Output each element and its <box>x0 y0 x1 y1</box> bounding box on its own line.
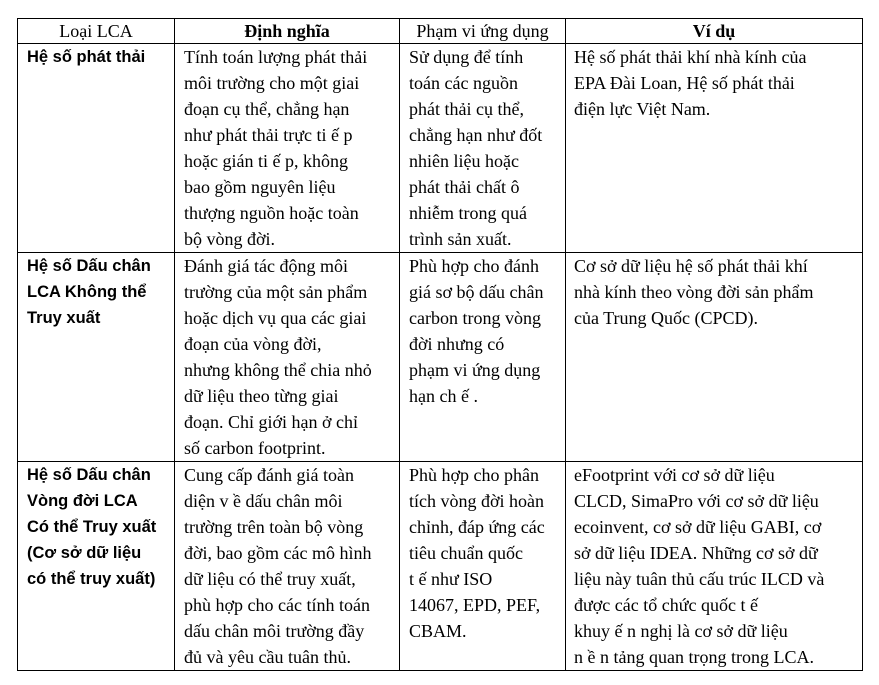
cell-text-line: n ề n tảng quan trọng trong LCA. <box>574 647 814 667</box>
cell-text-line: tiêu chuẩn quốc <box>409 543 523 563</box>
cell-scope <box>400 44 566 253</box>
cell-text-line: phù hợp cho các tính toán <box>184 595 370 615</box>
cell-text-line: phạm vi ứng dụng <box>409 360 541 380</box>
cell-text-line: CLCD, SimaPro với cơ sở dữ liệu <box>574 491 819 511</box>
cell-text-line: liệu này tuân thủ cấu trúc ILCD và <box>574 569 825 589</box>
cell-text-line: Phù hợp cho phân <box>409 465 540 485</box>
cell-text-line: eFootprint với cơ sở dữ liệu <box>574 465 775 485</box>
cell-text-line: bộ vòng đời. <box>184 229 276 249</box>
cell-scope <box>400 462 566 671</box>
cell-text-line: đủ và yêu cầu tuân thủ. <box>184 647 351 667</box>
cell-text-line: diện v ề dấu chân môi <box>184 491 343 511</box>
cell-text-line: đời nhưng có <box>409 334 505 354</box>
cell-text-line: Vòng đời LCA <box>27 492 138 510</box>
cell-definition <box>175 462 400 671</box>
header-scope: Phạm vi ứng dụng <box>400 19 566 44</box>
cell-text-line: như phát thải trực ti ế p <box>184 125 353 145</box>
cell-text-line: trường trên toàn bộ vòng <box>184 517 364 537</box>
cell-text-line: Truy xuất <box>27 309 101 327</box>
cell-text-line: phát thải cụ thể, <box>409 99 524 119</box>
cell-text-line: số carbon footprint. <box>184 438 326 458</box>
cell-text-line: nhà kính theo vòng đời sản phẩm <box>574 282 814 302</box>
cell-text-line: nhiễm trong quá <box>409 203 527 223</box>
cell-text-line: CBAM. <box>409 621 467 641</box>
header-lca-type: Loại LCA <box>18 19 175 44</box>
header-definition: Định nghĩa <box>175 19 400 44</box>
table-row <box>18 462 863 671</box>
cell-scope <box>400 253 566 462</box>
cell-text-line: dữ liệu theo từng giai <box>184 386 339 406</box>
cell-text-line: Cơ sở dữ liệu hệ số phát thải khí <box>574 256 808 276</box>
cell-text-line: Tính toán lượng phát thải <box>184 47 368 67</box>
cell-text-line: dữ liệu có thể truy xuất, <box>184 569 356 589</box>
cell-text-line: điện lực Việt Nam. <box>574 99 711 119</box>
cell-text-line: đoạn. Chỉ giới hạn ở chỉ <box>184 412 359 432</box>
cell-text-line: Đánh giá tác động môi <box>184 256 348 276</box>
cell-text-line: môi trường cho một giai <box>184 73 360 93</box>
cell-text-line: LCA Không thể <box>27 283 147 301</box>
cell-text-line: bao gồm nguyên liệu <box>184 177 336 197</box>
cell-text-line: toán các nguồn <box>409 73 518 93</box>
cell-text-line: phát thải chất ô <box>409 177 520 197</box>
cell-text-line: Phù hợp cho đánh <box>409 256 540 276</box>
cell-text-line: đời, bao gồm các mô hình <box>184 543 372 563</box>
cell-text-line: tích vòng đời hoàn <box>409 491 544 511</box>
cell-lca-type <box>18 462 175 671</box>
table-row <box>18 44 863 253</box>
cell-text-line: ecoinvent, cơ sở dữ liệu GABI, cơ <box>574 517 822 537</box>
cell-definition <box>175 44 400 253</box>
cell-text-line: Hệ số Dấu chân <box>27 466 151 484</box>
lca-comparison-table <box>17 18 863 671</box>
cell-text-line: khuy ế n nghị là cơ sở dữ liệu <box>574 621 788 641</box>
cell-text-line: Có thể Truy xuất <box>27 518 157 536</box>
cell-lca-type <box>18 44 175 253</box>
cell-text-line: Hệ số phát thải khí nhà kính của <box>574 47 807 67</box>
cell-text-line: nhiên liệu hoặc <box>409 151 519 171</box>
cell-lca-type <box>18 253 175 462</box>
cell-text-line: Hệ số Dấu chân <box>27 257 151 275</box>
cell-text-line: sở dữ liệu IDEA. Những cơ sở dữ <box>574 543 818 563</box>
cell-text-line: Sử dụng để tính <box>409 47 524 67</box>
cell-text-line: hoặc gián ti ế p, không <box>184 151 348 171</box>
cell-example <box>566 462 863 671</box>
header-row <box>18 19 863 44</box>
cell-text-line: hoặc dịch vụ qua các giai <box>184 308 367 328</box>
cell-text-line: t ế như ISO <box>409 569 493 589</box>
cell-text-line: đoạn cụ thể, chẳng hạn <box>184 99 350 119</box>
cell-text-line: hạn ch ế . <box>409 386 478 406</box>
cell-text-line: đoạn của vòng đời, <box>184 334 322 354</box>
cell-example <box>566 44 863 253</box>
cell-text-line: chẳng hạn như đốt <box>409 125 543 145</box>
cell-text-line: được các tổ chức quốc t ế <box>574 595 758 615</box>
cell-text-line: Hệ số phát thải <box>27 48 146 66</box>
table-row <box>18 253 863 462</box>
cell-text-line: thượng nguồn hoặc toàn <box>184 203 359 223</box>
cell-text-line: trình sản xuất. <box>409 229 512 249</box>
cell-text-line: giá sơ bộ dấu chân <box>409 282 544 302</box>
cell-text-line: EPA Đài Loan, Hệ số phát thải <box>574 73 795 93</box>
cell-text-line: chỉnh, đáp ứng các <box>409 517 545 537</box>
cell-definition <box>175 253 400 462</box>
cell-text-line: Cung cấp đánh giá toàn <box>184 465 354 485</box>
cell-example <box>566 253 863 462</box>
cell-text-line: trường của một sản phẩm <box>184 282 368 302</box>
cell-text-line: (Cơ sở dữ liệu <box>27 544 142 562</box>
cell-text-line: của Trung Quốc (CPCD). <box>574 308 759 328</box>
header-example: Ví dụ <box>566 19 863 44</box>
cell-text-line: dấu chân môi trường đầy <box>184 621 365 641</box>
cell-text-line: 14067, EPD, PEF, <box>409 595 541 615</box>
cell-text-line: nhưng không thể chia nhỏ <box>184 360 372 380</box>
cell-text-line: có thể truy xuất) <box>27 570 156 588</box>
cell-text-line: carbon trong vòng <box>409 308 541 328</box>
